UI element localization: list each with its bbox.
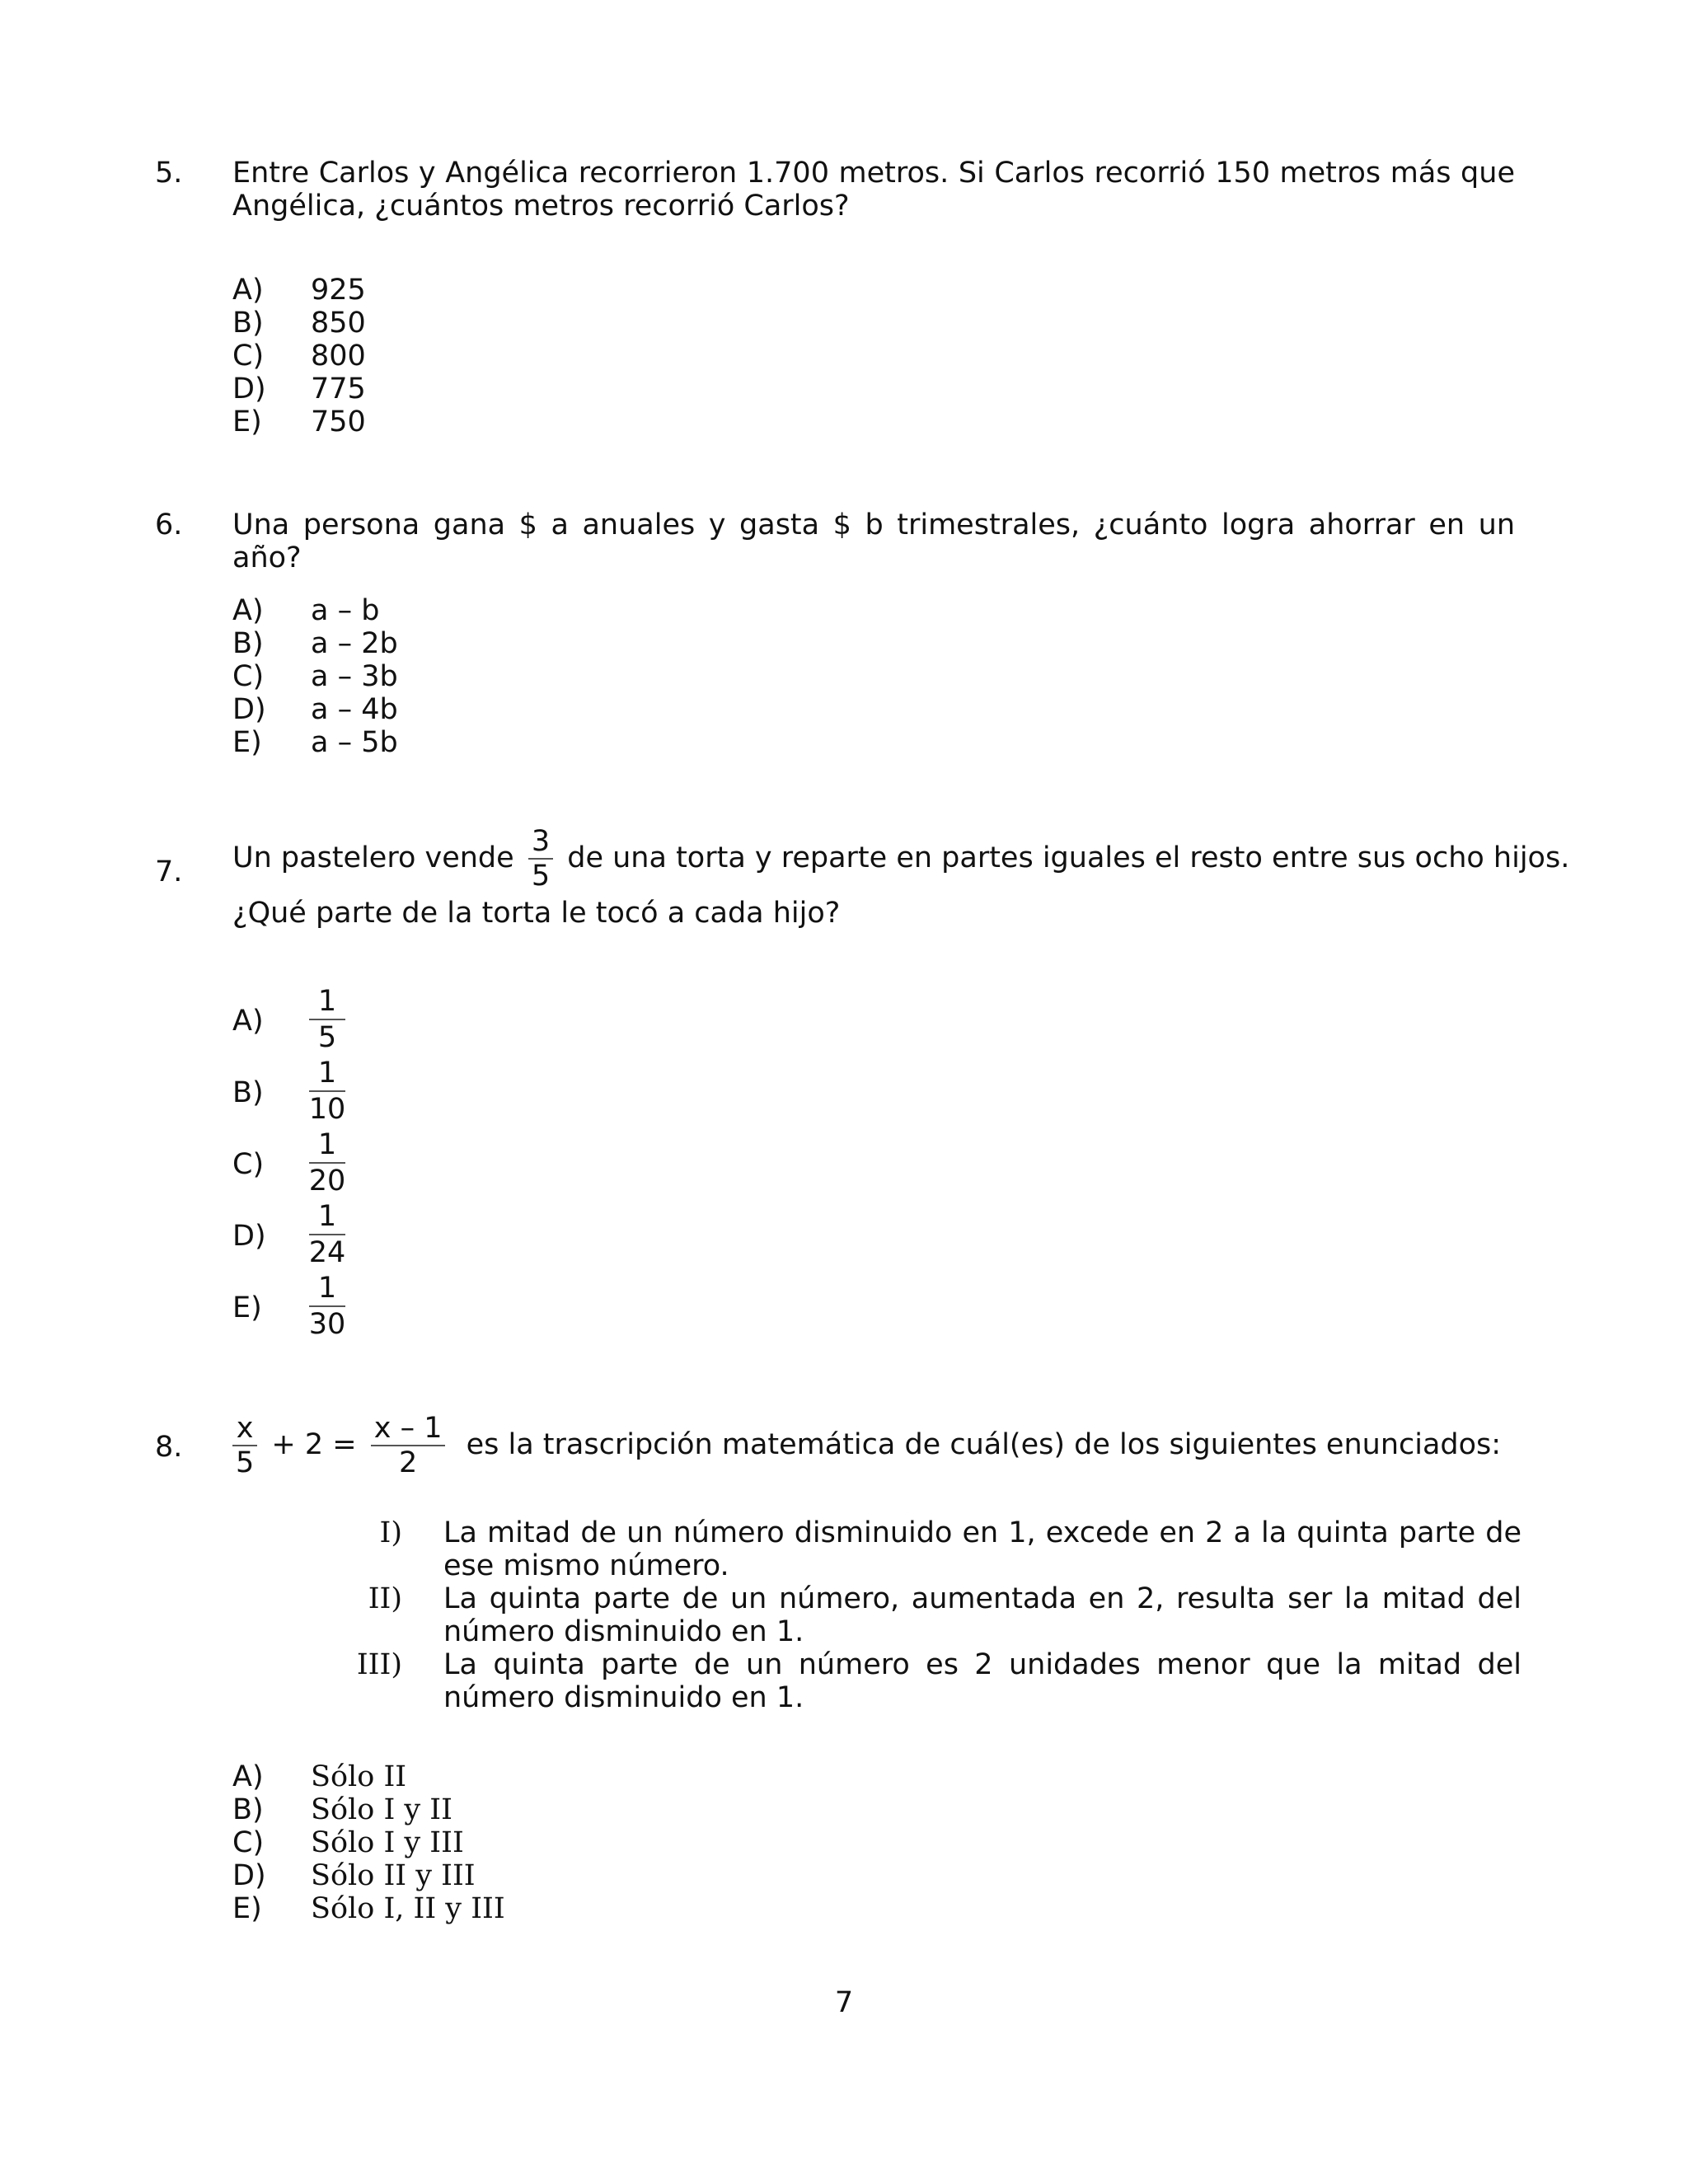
question-number: 8. [155,1431,183,1464]
question-text-after: es la trascripción matemática de cuál(es) de los siguientes enunciados: [466,1428,1502,1461]
fraction-bar [309,1234,345,1235]
question-text [232,825,1570,930]
option-label: E) [232,726,262,759]
option-value: a – 2b [311,627,398,660]
option-label: B) [232,627,264,660]
fraction-numerator: 1 [317,985,337,1018]
fraction-numerator: 1 [317,1057,337,1090]
option-fraction [307,1130,348,1196]
option-label: E) [232,405,262,438]
fraction-numerator: x – 1 [373,1412,443,1445]
option-label: A) [232,594,264,627]
option-label: C) [232,660,265,693]
equation-middle: + 2 = [271,1428,357,1461]
fraction-denominator: 2 [398,1446,418,1479]
statement-1 [155,1516,1522,1582]
fraction-denominator: 5 [317,1021,337,1054]
question-text-before: Un pastelero vende [232,841,514,874]
question-text [232,1414,1551,1477]
statement-text: La mitad de un número disminuido en 1, excede en 2 a la quinta parte de ese mismo número. [443,1516,1522,1582]
option-value: a – b [311,594,380,627]
fraction-denominator: 30 [308,1308,346,1341]
fraction-numerator: 1 [317,1200,337,1233]
option-value: a – 3b [311,660,398,693]
option-label: B) [232,1793,264,1826]
option-label: B) [232,1076,264,1109]
fraction-denominator: 24 [308,1236,346,1269]
fraction-numerator: 3 [531,825,551,858]
option-label: D) [232,1859,266,1892]
question-text-after: de una torta y reparte en partes iguales el resto entre sus ocho hijos. [567,841,1570,874]
fraction-bar [309,1305,345,1307]
page-number: 7 [834,1986,854,2019]
question-text: Una persona gana $ a anuales y gasta $ b trimestrales, ¿cuánto logra ahorrar en un año? [232,509,1515,574]
statement-text: La quinta parte de un número, aumentada en 2, resulta ser la mitad del número disminuido en 1. [443,1582,1522,1648]
fraction-bar [309,1019,345,1020]
option-fraction [307,1202,348,1268]
statement-roman: III) [356,1648,402,1681]
fraction-numerator: x [236,1412,254,1445]
option-label: C) [232,1148,265,1181]
statements-list [155,1516,1522,1714]
fraction-bar [309,1162,345,1164]
fraction-three-fifths [528,825,553,893]
option-label: D) [232,1220,266,1253]
option-label: C) [232,340,265,373]
fraction-bar [309,1090,345,1092]
option-value: Sólo II [311,1760,407,1793]
option-value: Sólo I y II [311,1793,452,1826]
statement-roman: II) [368,1582,402,1615]
option-label: C) [232,1826,265,1859]
question-text-line2: ¿Qué parte de la torta le tocó a cada hijo? [232,897,841,930]
fraction-denominator: 10 [308,1093,346,1126]
option-value: Sólo II y III [311,1859,476,1892]
option-label: D) [232,373,266,405]
statement-3 [155,1648,1522,1714]
option-value: Sólo I, II y III [311,1892,505,1925]
statement-roman: I) [379,1516,402,1549]
fraction-denominator: 20 [308,1165,346,1197]
option-label: B) [232,307,264,340]
option-value: 850 [311,307,366,340]
equation-left-fraction [232,1414,257,1477]
question-number: 6. [155,509,183,541]
equation-right-fraction [371,1414,446,1477]
option-value: 925 [311,274,366,307]
fraction-numerator: 1 [317,1128,337,1161]
option-value: a – 4b [311,693,398,726]
fraction-denominator: 5 [531,860,551,893]
option-label: E) [232,1291,262,1324]
fraction-denominator: 5 [236,1446,255,1479]
question-number: 7. [155,855,183,888]
option-value: 775 [311,373,366,405]
option-value: Sólo I y III [311,1826,464,1859]
option-label: D) [232,693,266,726]
option-label: E) [232,1892,262,1925]
option-value: 800 [311,340,366,373]
question-number: 5. [155,157,183,190]
option-fraction [307,987,348,1052]
statement-2 [155,1582,1522,1648]
option-label: A) [232,274,264,307]
option-fraction [307,1273,348,1339]
option-label: A) [232,1760,264,1793]
fraction-numerator: 1 [317,1272,337,1305]
option-fraction [307,1058,348,1124]
option-value: a – 5b [311,726,398,759]
question-text: Entre Carlos y Angélica recorrieron 1.700 metros. Si Carlos recorrió 150 metros más que Angélica, ¿cuántos metros recorrió Carlos? [232,157,1515,223]
option-value: 750 [311,405,366,438]
option-label: A) [232,1005,264,1038]
statement-text: La quinta parte de un número es 2 unidades menor que la mitad del número disminuido en 1. [443,1648,1522,1714]
